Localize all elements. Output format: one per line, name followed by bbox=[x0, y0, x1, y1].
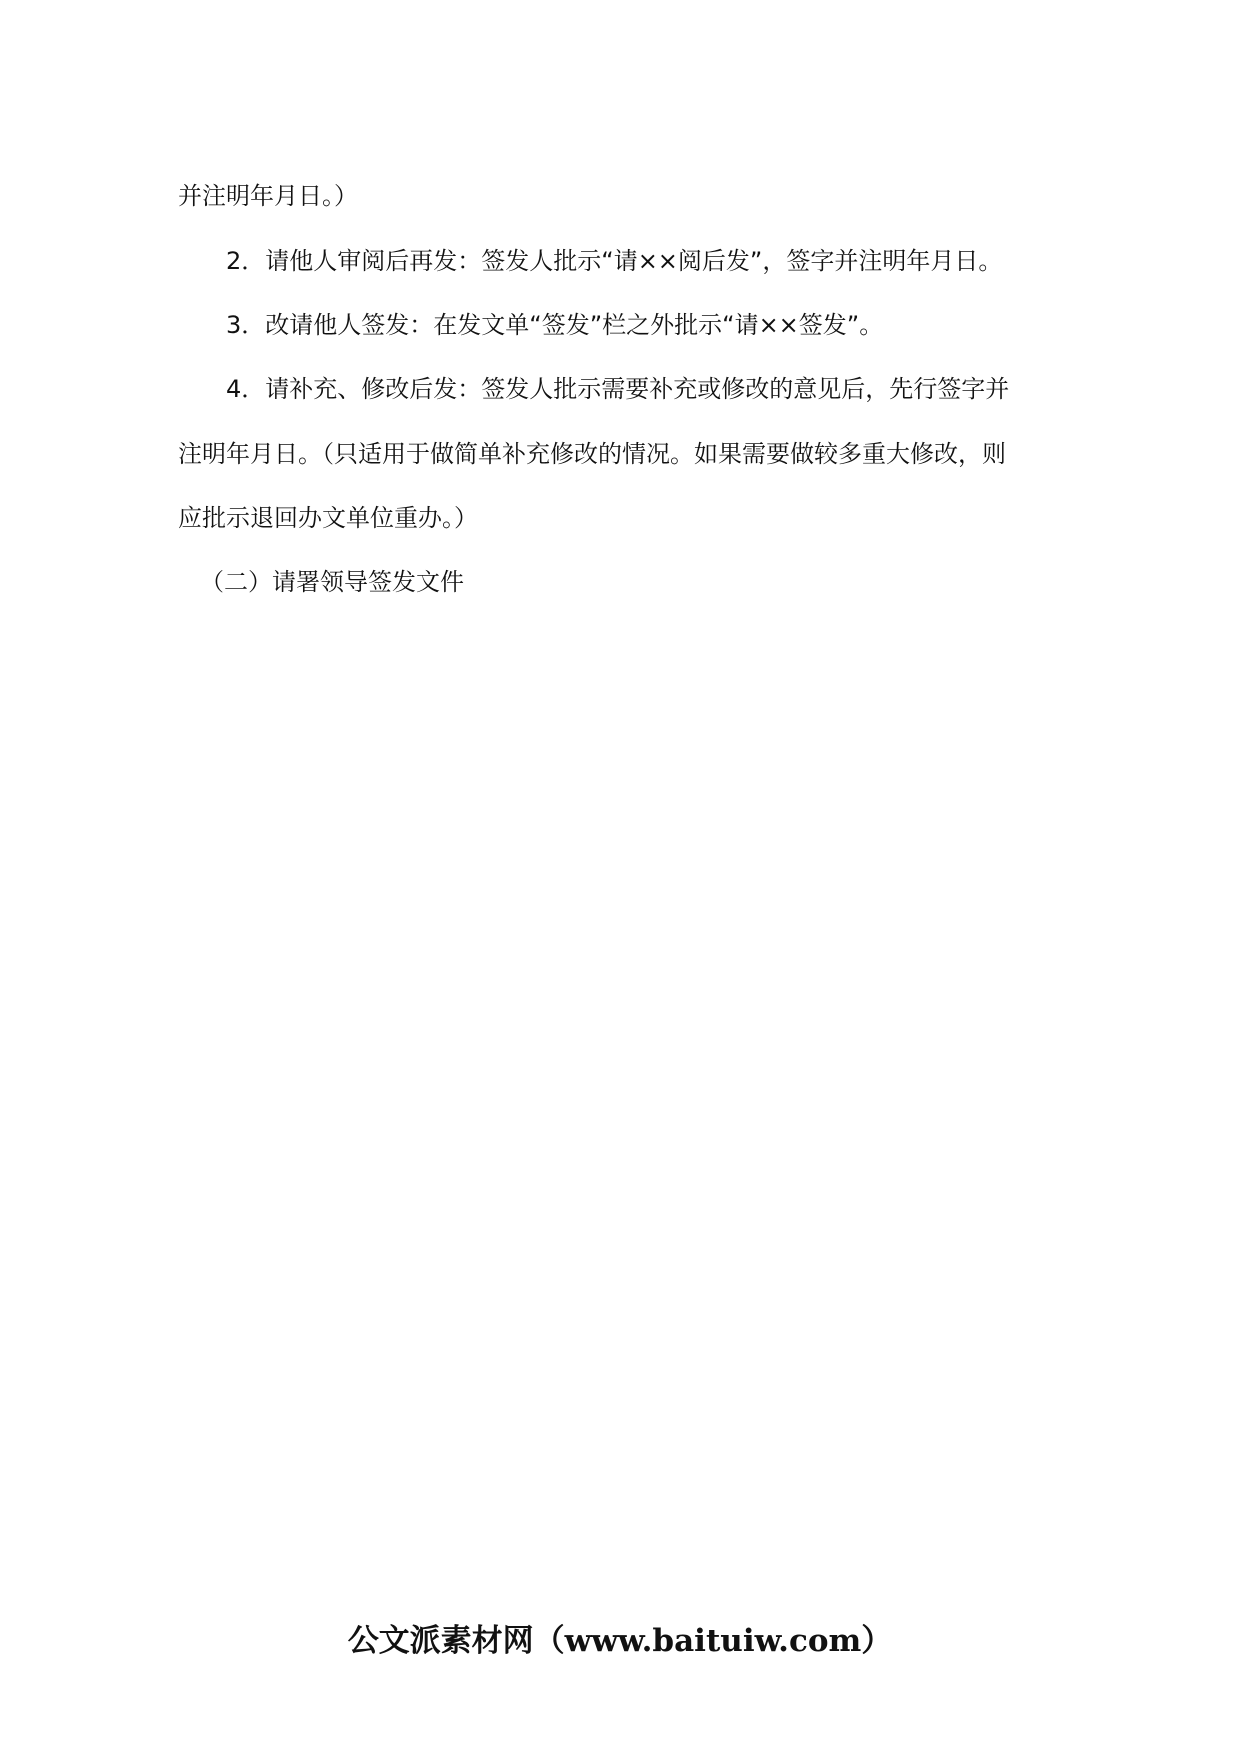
section-heading-2: （二）请署领导签发文件 bbox=[200, 568, 464, 596]
paragraph-item-2: 2．请他人审阅后再发：签发人批示“请××阅后发”，签字并注明年月日。 bbox=[178, 247, 1003, 275]
paragraph-item-4-line-3: 应批示退回办文单位重办。） bbox=[178, 504, 478, 532]
paragraph-item-3: 3．改请他人签发：在发文单“签发”栏之外批示“请××签发”。 bbox=[178, 311, 884, 339]
paragraph-item-4-line-1: 4．请补充、修改后发：签发人批示需要补充或修改的意见后，先行签字并 bbox=[178, 375, 1010, 403]
paragraph-1-continuation: 并注明年月日。） bbox=[178, 182, 358, 210]
paragraph-item-4-line-2: 注明年月日。（只适用于做简单补充修改的情况。如果需要做较多重大修改，则 bbox=[178, 440, 1006, 468]
footer-watermark: 公文派素材网（www.baituiw.com） bbox=[347, 1623, 893, 1659]
